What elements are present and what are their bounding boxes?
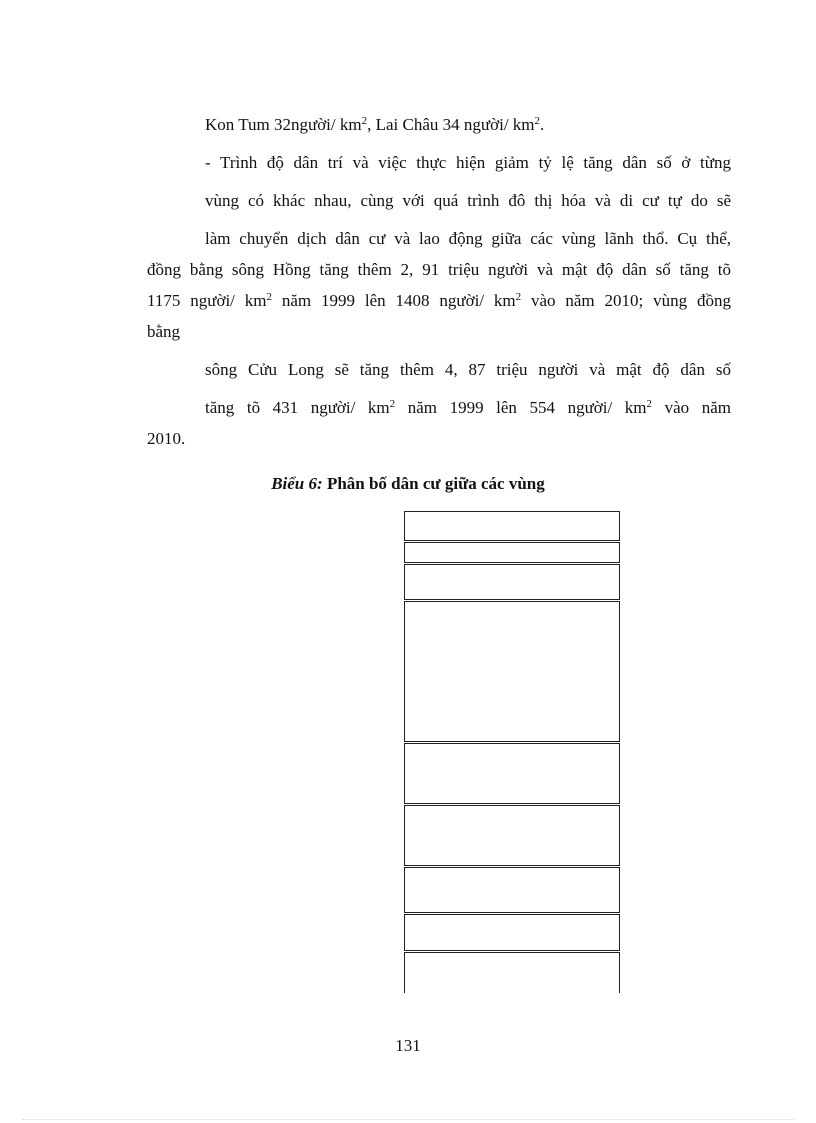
figure-box-5 [404, 743, 620, 804]
figure-box-2 [404, 542, 620, 563]
figure-label: Biểu 6: [271, 474, 323, 493]
text-line-5: đồng bằng sông Hồng tăng thêm 2, 91 triệu người và mật độ dân số tăng tõ [147, 260, 731, 279]
text-line-1: Kon Tum 32người/ $km^2$, Lai Châu 34 người/ $km^2$. [205, 115, 545, 134]
figure-box-1 [404, 511, 620, 541]
page-number: 131 [395, 1036, 421, 1055]
text-line-2: - Trình độ dân trí và việc thực hiện giảm tỷ lệ tăng dân số ở từng [205, 153, 731, 172]
text-line-9: tăng tõ 431 người/ $km^2$ năm 1999 lên 554 người/ $km^2$ vào năm [205, 398, 731, 417]
text-line-7: bằng [147, 322, 181, 341]
text-line-3: vùng có khác nhau, cùng với quá trình đô thị hóa và di cư tự do sẽ [205, 191, 731, 210]
figure-box-6 [404, 805, 620, 866]
figure-caption [0, 474, 816, 494]
text-line-4: làm chuyển dịch dân cư và lao động giữa các vùng lãnh thổ. Cụ thể, [205, 229, 731, 248]
text-line-8: sông Cửu Long sẽ tăng thêm 4, 87 triệu người và mật độ dân số [205, 360, 731, 379]
figure-box-9 [404, 952, 620, 993]
figure-box-8 [404, 914, 620, 951]
figure-box-4 [404, 601, 620, 742]
figure-box-7 [404, 867, 620, 913]
text-line-6: 1175 người/ $km^2$ năm 1999 lên 1408 người/ $km^2$ vào năm 2010; vùng đồng [147, 291, 731, 310]
figure-title: Phân bố dân cư giữa các vùng [322, 474, 545, 493]
page-bottom-divider [22, 1119, 794, 1120]
text-line-10: 2010. [147, 429, 186, 448]
figure-box-3 [404, 564, 620, 600]
